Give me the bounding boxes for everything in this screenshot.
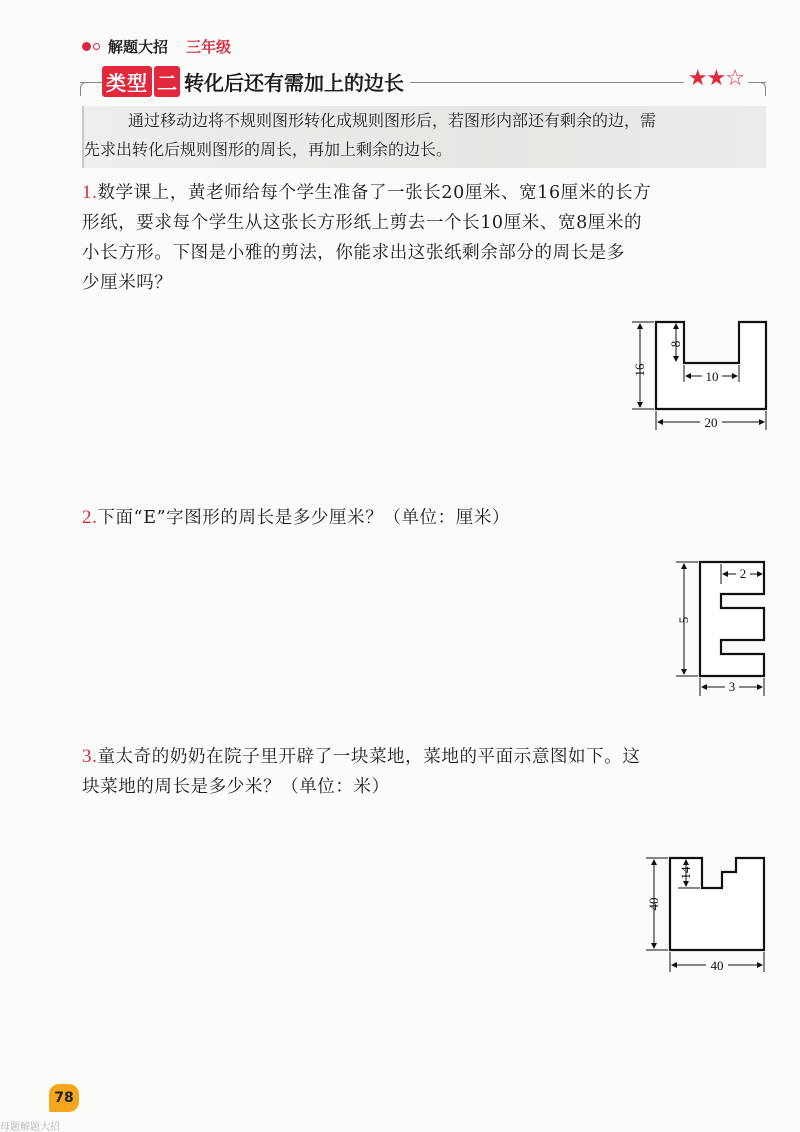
- question-1: [82, 178, 772, 298]
- page-number: 78: [49, 1084, 79, 1112]
- section-title: 转化后还有需加上的边长: [184, 71, 404, 95]
- footer-watermark: 母题解题大招: [0, 1122, 60, 1132]
- type-number: 二: [154, 66, 180, 97]
- brand-dots-icon: [82, 42, 100, 51]
- difficulty-stars: [684, 66, 748, 91]
- section-bar: [96, 64, 766, 104]
- question-text: 形纸，要求每个学生从这张长方形纸上剪去一个长10厘米、宽8厘米的: [82, 213, 643, 233]
- dim-width: 20: [704, 415, 718, 430]
- brand-name: 解题大招: [108, 38, 169, 56]
- dim-width: 3: [728, 679, 736, 694]
- figure-2: [664, 556, 774, 706]
- grade-label: 三年级: [186, 38, 232, 56]
- figure-1: [624, 312, 774, 442]
- page-header: [82, 36, 231, 57]
- dim-notch-height: 8: [668, 340, 683, 348]
- question-text: 块菜地的周长是多少米？（单位：米）: [82, 777, 390, 797]
- question-text: 数学课上，黄老师给每个学生准备了一张长20厘米、宽16厘米的长方: [97, 183, 652, 203]
- figure-3: [636, 850, 776, 980]
- dim-notch-width: 10: [705, 369, 719, 384]
- intro-line: 通过移动边将不规则图形转化成规则图形后，若图形内部还有剩余的边，需: [128, 111, 657, 130]
- dim-notch-height: 14: [678, 866, 693, 880]
- question-text: 少厘米吗？: [82, 273, 173, 293]
- star-full-icon: ★★: [687, 66, 726, 91]
- question-number: 2.: [82, 507, 98, 528]
- type-tag: 类型: [102, 66, 152, 97]
- e-shape: [700, 562, 764, 676]
- dim-height: 5: [676, 616, 691, 624]
- dim-width: 40: [710, 958, 724, 973]
- question-text: 下面“E”字图形的周长是多少厘米？（单位：厘米）: [97, 508, 511, 528]
- dim-height: 40: [646, 897, 661, 911]
- question-text: 小长方形。下图是小雅的剪法，你能求出这张纸剩余部分的周长是多: [82, 243, 625, 263]
- question-number: 3.: [82, 746, 98, 767]
- u-shape: [656, 322, 766, 409]
- intro-line: 先求出转化后规则图形的周长，再加上剩余的边长。: [84, 140, 453, 159]
- question-3: [82, 742, 772, 802]
- section-heading: [102, 66, 410, 97]
- question-number: 1.: [82, 182, 98, 203]
- question-text: 童太奇的奶奶在院子里开辟了一块菜地，菜地的平面示意图如下。这: [97, 747, 641, 767]
- star-empty-icon: ☆: [725, 66, 744, 91]
- dim-height: 16: [632, 363, 647, 377]
- dim-top: 2: [739, 566, 747, 581]
- question-2: [82, 503, 772, 533]
- method-intro: [82, 106, 766, 168]
